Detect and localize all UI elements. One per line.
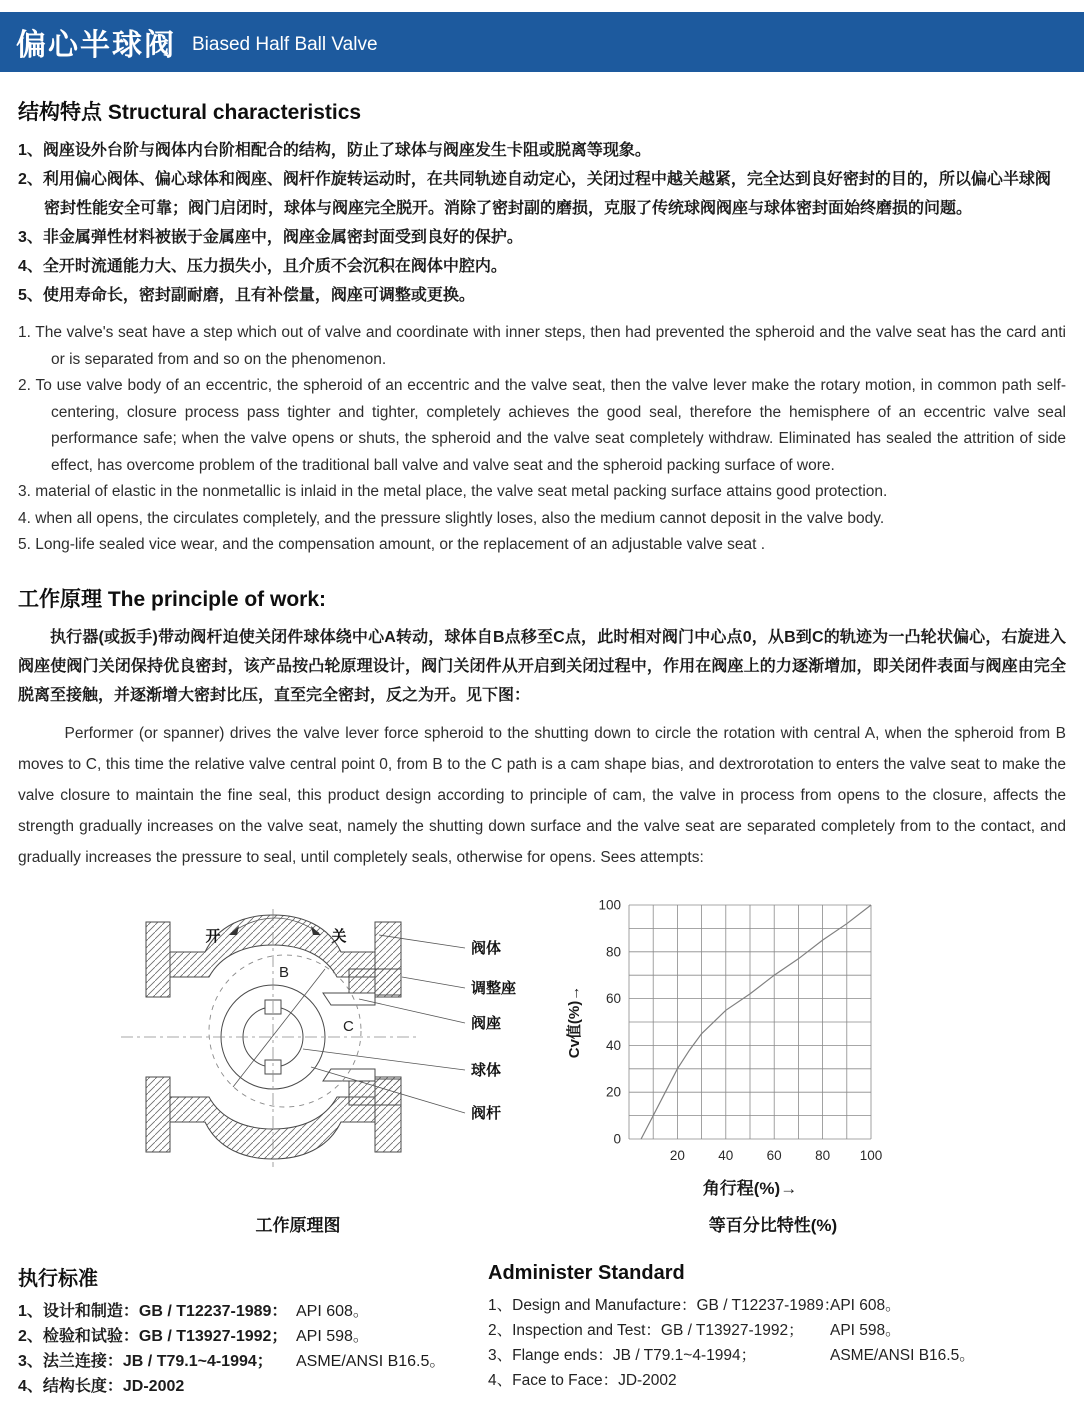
standards-heading-en: Administer Standard	[488, 1261, 685, 1284]
standards-heading-zh: 执行标准	[18, 1267, 98, 1290]
page-content	[0, 96, 1084, 1399]
standard-item-text: 2、Inspection and Test：GB / T13927-1992；	[488, 1321, 804, 1339]
standard-item-value: ASME/ANSI B16.5。	[296, 1352, 446, 1370]
standard-item	[488, 1293, 1066, 1318]
standard-item-text: 1、Design and Manufacture：GB / T12237-1989：	[488, 1296, 840, 1314]
structural-list-zh	[18, 136, 1066, 310]
y-tick-label: 80	[605, 943, 621, 959]
standard-item-text: 3、Flange ends：JB / T79.1~4-1994；	[488, 1346, 757, 1364]
y-tick-label: 40	[605, 1037, 621, 1053]
y-tick-label: 0	[613, 1131, 621, 1146]
principle-paragraph-en: Performer (or spanner) drives the valve lever force spheroid to the shutting down to circle the rotation with central A, when the spheroid from B moves to C, this time the relative valve central point 0, from B to the C path is a cam shape bias, and dextrorotation to enters the valve seat to make the valve closure to maintain the fine seal, this product design according to principle of cam, the valve in process from opens to the closure, affects the strength gradually increases on the valve seat, namely the shutting down surface and the valve seat are separated completely from to the contact, and gradually increases the pressure to seal, until completely seals, otherwise for opens. Sees attempts:	[18, 724, 1066, 866]
standard-item-text: 3、法兰连接：JB / T79.1~4-1994；	[18, 1352, 273, 1370]
standards-section	[18, 1262, 1066, 1399]
x-tick-label: 20	[669, 1147, 685, 1163]
diagram-caption: 工作原理图	[255, 1215, 341, 1235]
standard-item	[18, 1349, 488, 1374]
standard-item-text: 4、结构长度：JD-2002	[18, 1377, 185, 1395]
y-axis-label: Cv值(%)→	[566, 985, 583, 1058]
close-label: 关	[331, 927, 347, 945]
y-tick-label: 60	[605, 990, 621, 1006]
callout-valve-body: 阀体	[471, 939, 502, 957]
list-item: 3、非金属弹性材料被嵌于金属座中，阀座金属密封面受到良好的保护。	[18, 229, 523, 246]
page-title-en: Biased Half Ball Valve	[192, 34, 378, 55]
structural-list-en	[18, 320, 1066, 559]
point-c-label: C	[343, 1017, 354, 1035]
list-item: 2. To use valve body of an eccentric, the spheroid of an eccentric and the valve seat, then the valve lever make the rotary motion, in common path self-centering, closure process pass tighter and tighter, completely achieves the good seal, therefore the hemisphere of an eccentric valve seal performance safe; when the valve opens or shuts, the spheroid and the valve seat completely withdraw. Eliminated has sealed the attrition of side effect, has overcome problem of the traditional ball valve and valve seat and the spheroid packing surface of wore.	[18, 377, 1066, 474]
callout-spheroid: 球体	[471, 1061, 502, 1079]
y-tick-label: 20	[605, 1084, 621, 1100]
x-axis-label: 角行程(%)→	[702, 1178, 798, 1197]
x-tick-label: 80	[815, 1147, 831, 1163]
chart-caption: 等百分比特性(%)	[708, 1215, 838, 1235]
callout-valve-seat: 阀座	[471, 1014, 502, 1032]
point-b-label: B	[279, 963, 290, 981]
standard-item-value: ASME/ANSI B16.5。	[830, 1346, 975, 1364]
standard-item-text: 4、Face to Face：JD-2002	[488, 1371, 677, 1389]
standard-item	[18, 1374, 488, 1399]
standard-item-value: API 608。	[296, 1302, 369, 1320]
list-item: 1. The valve's seat have a step which out of valve and coordinate with inner steps, then had prevented the spheroid and the valve seat has the card anti or is separated from and so on the phenomenon.	[18, 324, 1066, 368]
y-tick-label: 100	[598, 897, 621, 912]
standards-column-zh	[18, 1262, 488, 1399]
standard-item-value: API 608。	[830, 1296, 901, 1314]
standard-item-value: API 598。	[296, 1327, 369, 1345]
callout-adjustment-seat: 调整座	[471, 979, 517, 997]
principle-of-work-heading: 工作原理 The principle of work:	[18, 587, 327, 611]
x-tick-label: 100	[859, 1147, 883, 1163]
structural-characteristics-heading: 结构特点 Structural characteristics	[18, 101, 362, 124]
callout-valve-stem: 阀杆	[471, 1104, 502, 1122]
standard-item-value: API 598。	[830, 1321, 901, 1339]
page-title-zh: 偏心半球阀	[16, 29, 176, 62]
x-tick-label: 40	[718, 1147, 734, 1163]
catalog-page	[0, 12, 1084, 1399]
standard-item	[488, 1318, 1066, 1343]
standard-item	[18, 1299, 488, 1324]
list-item: 1、阀座设外台阶与阀体内台阶相配合的结构，防止了球体与阀座发生卡阻或脱离等现象。	[18, 142, 651, 159]
standard-item	[18, 1324, 488, 1349]
standard-item	[488, 1343, 1066, 1368]
list-item: 3. material of elastic in the nonmetallic is inlaid in the metal place, the valve seat metal packing surface attains good protection.	[18, 483, 888, 500]
open-label: 开	[205, 927, 221, 945]
cv-characteristic-chart	[563, 897, 993, 1197]
standard-item-text: 2、检验和试验：GB / T13927-1992；	[18, 1327, 288, 1345]
figures-row	[18, 897, 1066, 1197]
list-item: 4、全开时流通能力大、压力损失小，且介质不会沉积在阀体中腔内。	[18, 258, 507, 275]
valve-cross-section-diagram	[113, 897, 573, 1197]
valve-diagram-figure	[113, 897, 563, 1197]
figure-captions	[18, 1211, 1066, 1236]
page-header-banner	[0, 12, 1084, 72]
list-item: 4. when all opens, the circulates completely, and the pressure slightly loses, also the medium cannot deposit in the valve body.	[18, 509, 885, 527]
standard-item	[488, 1368, 1066, 1393]
standards-column-en	[488, 1262, 1066, 1399]
principle-paragraph-zh: 执行器(或扳手)带动阀杆迫使关闭件球体绕中心A转动，球体自B点移至C点，此时相对阀门中心点0，从B到C的轨迹为一凸轮状偏心，右旋进入阀座使阀门关闭保持优良密封，该产品按凸轮原理设计，阀门关闭件从开启到关闭过程中，作用在阀座上的力逐渐增加，即关闭件表面与阀座由完全脱离至接触，并逐渐增大密封比压，直至完全密封，反之为开。见下图：	[18, 628, 1066, 704]
list-item: 2、利用偏心阀体、偏心球体和阀座、阀杆作旋转运动时，在共同轨迹自动定心，关闭过程中越关越紧，完全达到良好密封的目的，所以偏心半球阀密封性能安全可靠；阀门启闭时，球体与阀座完全脱开。消除了密封副的磨损，克服了传统球阀阀座与球体密封面始终磨损的问题。	[18, 171, 1051, 217]
list-item: 5、使用寿命长，密封副耐磨，且有补偿量，阀座可调整或更换。	[18, 287, 475, 304]
x-tick-label: 60	[766, 1147, 782, 1163]
standard-item-text: 1、设计和制造：GB / T12237-1989：	[18, 1302, 288, 1320]
list-item: 5. Long-life sealed vice wear, and the compensation amount, or the replacement of an adjustable valve seat .	[18, 536, 766, 553]
cv-chart-figure	[563, 897, 993, 1197]
